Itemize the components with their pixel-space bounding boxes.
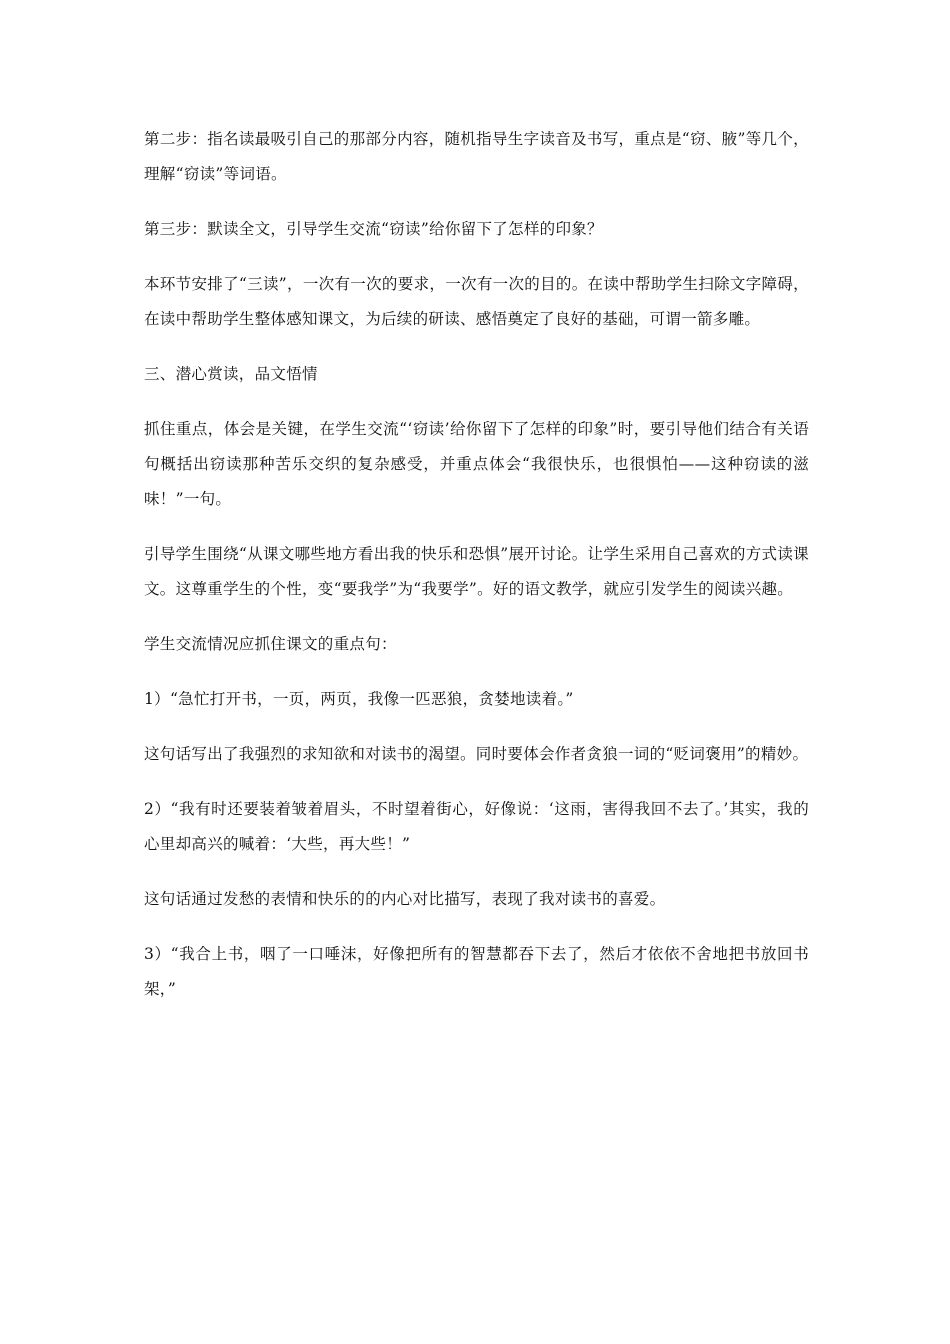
paragraph-key-points: 抓住重点，体会是关键，在学生交流“‘窃读’给你留下了怎样的印象”时，要引导他们结合有关语句概括出窃读那种苦乐交织的复杂感受，并重点体会“我很快乐，也很惧怕——这种窃读的滋味！”一句。 <box>144 420 809 508</box>
quote-item-2: 2）“我有时还要装着皱着眉头，不时望着街心，好像说：‘这雨，害得我回不去了。’其实，我的心里却高兴的喊着：‘大些，再大些！” <box>144 800 809 853</box>
paragraph-analysis-1: 这句话写出了我强烈的求知欲和对读书的渴望。同时要体会作者贪狼一词的“贬词褒用”的精妙。 <box>144 745 809 763</box>
paragraph-step-three: 第三步：默读全文，引导学生交流“窃读”给你留下了怎样的印象？ <box>144 220 603 238</box>
quote-item-3: 3）“我合上书，咽了一口唾沫，好像把所有的智慧都吞下去了，然后才依依不舍地把书放回书架，” <box>144 945 809 998</box>
section-heading-three: 三、潜心赏读，品文悟情 <box>144 365 318 383</box>
paragraph-three-readings: 本环节安排了“三读”，一次有一次的要求，一次有一次的目的。在读中帮助学生扫除文字障碍，在读中帮助学生整体感知课文，为后续的研读、感悟奠定了良好的基础，可谓一箭多雕。 <box>144 275 809 328</box>
paragraph-discussion: 引导学生围绕“从课文哪些地方看出我的快乐和恐惧”展开讨论。让学生采用自己喜欢的方式读课文。这尊重学生的个性，变“要我学”为“我要学”。好的语文教学，就应引发学生的阅读兴趣。 <box>144 545 809 598</box>
document-body <box>144 122 809 1027</box>
quote-item-1: 1）“急忙打开书，一页，两页，我像一匹恶狼，贪婪地读着。” <box>144 690 574 708</box>
paragraph-analysis-2: 这句话通过发愁的表情和快乐的的内心对比描写，表现了我对读书的喜爱。 <box>144 890 666 908</box>
paragraph-key-sentences-intro: 学生交流情况应抓住课文的重点句： <box>144 635 397 653</box>
paragraph-step-two: 第二步：指名读最吸引自己的那部分内容，随机指导生字读音及书写，重点是“窃、腋”等几个，理解“窃读”等词语。 <box>144 130 809 183</box>
